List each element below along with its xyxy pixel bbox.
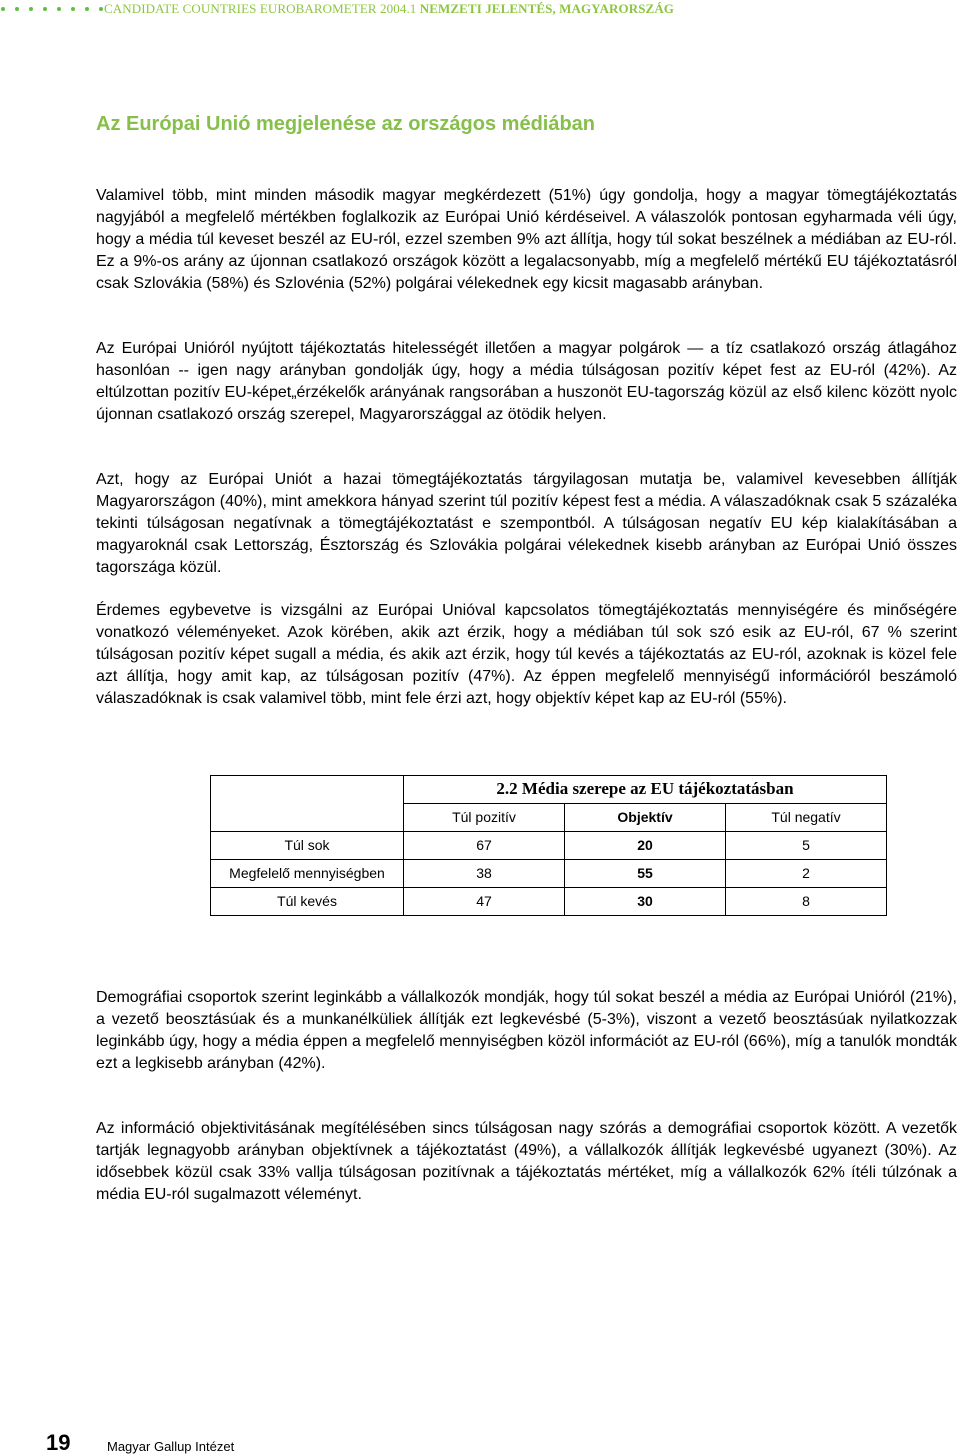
- table-cell: 2: [726, 859, 887, 887]
- paragraph-3: Azt, hogy az Európai Uniót a hazai tömegtájékoztatás tárgyilagosan mutatja be, valamivel kevesebben állítják Magyarországon (40%), mint amekkora hányad szerint túl pozitív képest fest a média. A válaszadóknak csak 5 százaléka tekinti túlságosan negatívnak a tömegtájékoztatást e szempontból. A túlságosan negatív EU kép kialakításában a magyaroknál csak Lettország, Észtország és Szlovákia polgárai vélekednek kisebb arányban az Európai Unió összes tagországa közül.: [96, 471, 957, 576]
- dot-icon: [57, 7, 61, 11]
- table-cell: 20: [565, 831, 726, 859]
- dot-icon: [85, 7, 89, 11]
- table-cell: 67: [404, 831, 565, 859]
- table-row: [211, 887, 887, 915]
- paragraph-5: Demográfiai csoportok szerint leginkább a vállalkozók mondják, hogy túl sokat beszél a média az Európai Unióról (21%), a vezető beosztásúak és a munkanélküliek állítják ezt legkevésbé (5-3%), viszont a vezető beosztásúak nyilatkozzak leginkább úgy, hogy a média éppen a megfelelő mennyiségben közöl információt az EU-ról (66%), míg a tanulók mondták ezt a legkisebb arányban (42%).: [96, 989, 957, 1072]
- header-title: [104, 1, 674, 17]
- dot-icon: [71, 7, 75, 11]
- table-cell: 38: [404, 859, 565, 887]
- dot-icon: [99, 7, 103, 11]
- table-header-cell: Túl pozitív: [404, 803, 565, 831]
- paragraph-1: Valamivel több, mint minden második magyar megkérdezett (51%) úgy gondolja, hogy a magyar tömegtájékoztatás nagyjából a megfelelő mértékben foglalkozik az Európai Unió kérdéseivel. A válaszolók pontosan egyharmada véli úgy, hogy a média túl keveset beszél az EU-ról, ezzel szemben 9% azt állítja, hogy túl sokat beszélnek a médiában az EU-ról. Ez a 9%-os arány az újonnan csatlakozó országok között a legalacsonyabb, míg a megfelelő mértékű EU tájékoztatásról csak Szlovákia (58%) és Szlovénia (52%) polgárai vélekednek egy kicsit magasabb arányban.: [96, 187, 957, 292]
- table-caption: 2.2 Média szerepe az EU tájékoztatásban: [404, 776, 887, 804]
- table-cell: 8: [726, 887, 887, 915]
- dot-icon: [29, 7, 33, 11]
- dot-icon: [15, 7, 19, 11]
- table-header-cell: Túl negatív: [726, 803, 887, 831]
- section-title: Az Európai Unió megjelenése az országos médiában: [96, 113, 596, 135]
- table-header-cell: Objektív: [565, 803, 726, 831]
- table-cell: 55: [565, 859, 726, 887]
- header-dots-decoration: [1, 7, 103, 11]
- table-cell: 47: [404, 887, 565, 915]
- table-cell: 5: [726, 831, 887, 859]
- running-header: [0, 0, 960, 18]
- table-corner: [211, 776, 404, 804]
- table-caption-row: [211, 776, 887, 804]
- table-row: [211, 831, 887, 859]
- dot-icon: [43, 7, 47, 11]
- row-label: Túl kevés: [211, 887, 404, 915]
- paragraph-4: Érdemes egybevetve is vizsgálni az Európai Unióval kapcsolatos tömegtájékoztatás mennyiségére és minőségére vonatkozó véleményeket. Azok körében, akik azt érzik, hogy a médiában túl sok szó esik az EU-ról, 67 % szerint túlságosan pozitív képet sugall a média, és akik azt érzik, hogy túl kevés a tájékoztatás az EU-ról, azoknak is közel fele azt állítja, hogy amit kap, az túlságosan pozitív (47%). Az éppen megfelelő mennyiségű információról beszámoló válaszadóknak is csak valamivel több, mint fele érzi azt, hogy objektív képet kap az EU-ról (55%).: [96, 602, 957, 707]
- media-role-table: [210, 775, 887, 916]
- table-header-row: [211, 803, 887, 831]
- dot-icon: [1, 7, 5, 11]
- header-series: CANDIDATE COUNTRIES EUROBAROMETER 2004.1: [104, 1, 420, 16]
- header-report-name: NEMZETI JELENTÉS, MAGYARORSZÁG: [419, 1, 675, 16]
- paragraph-6: Az információ objektivitásának megítélésében sincs túlságosan nagy szórás a demográfiai csoportok között. A vezetők tartják legnagyobb arányban objektívnek a tájékoztatást (49%), a vállalkozók állítják legkevésbé ugyanezt (30%). Az idősebbek közül csak 33% vallja túlságosan pozitívnak a tájékoztatás mértéket, míg a vállalkozók 62% ítéli túlzónak a média EU-ról sugalmazott véleményt.: [96, 1120, 957, 1203]
- table-row: [211, 859, 887, 887]
- row-label: Túl sok: [211, 831, 404, 859]
- page-number: 19: [46, 1430, 71, 1455]
- footer-organization: Magyar Gallup Intézet: [107, 1439, 235, 1454]
- media-role-table-wrapper: [210, 775, 887, 916]
- table-header-empty: [211, 803, 404, 831]
- table-cell: 30: [565, 887, 726, 915]
- paragraph-2: Az Európai Unióról nyújtott tájékoztatás hitelességét illetően a magyar polgárok — a tíz csatlakozó ország átlagához hasonlóan -- igen nagy arányban gondolják úgy, hogy a média túlságosan pozitív képet fest az EU-ról (42%). Az eltúlzottan pozitív EU-képet„érzékelők arányának rangsorában a huszonöt EU-tagország közül az első kilenc között nyolc újonnan csatlakozó ország szerepel, Magyarországgal az ötödik helyen.: [96, 340, 957, 423]
- row-label: Megfelelő mennyiségben: [211, 859, 404, 887]
